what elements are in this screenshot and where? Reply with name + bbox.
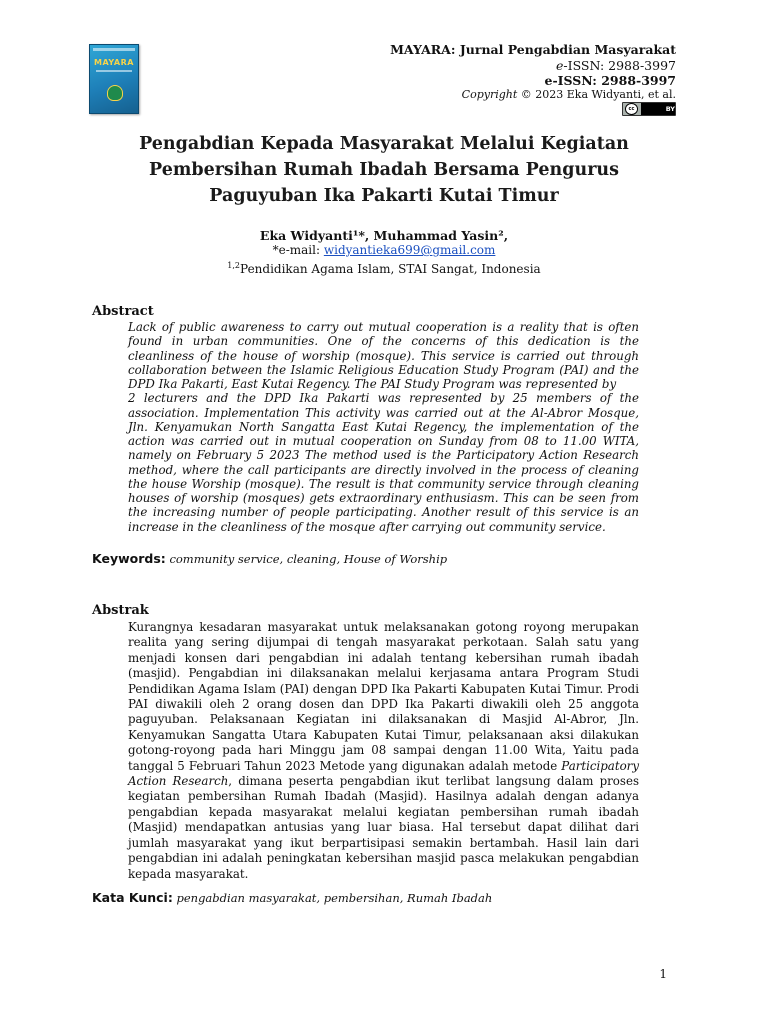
paper-title <box>92 131 676 209</box>
abstract-heading: Abstract <box>92 304 154 319</box>
page-number: 1 <box>659 967 667 981</box>
kata-kunci-value: pengabdian masyarakat, pembersihan, Rumah Ibadah <box>176 891 493 905</box>
title-line-2: Pembersihan Rumah Ibadah Bersama Pengurus <box>149 160 619 180</box>
kata-kunci-label: Kata Kunci: <box>92 890 173 905</box>
author-email-line <box>92 243 676 258</box>
cover-top-bar <box>93 48 135 51</box>
issn-line-bold: e-ISSN: 2988-3997 <box>544 73 676 88</box>
keywords-label: Keywords: <box>92 551 166 566</box>
abstract-paragraph-2: 2 lecturers and the DPD Ika Pakarti was represented by 25 members of the association. Implementation This activity was carried out at the Al-Abror Mosque, Jln. Kenyamukan North Sangatta East Kutai Regency, the implementation of the action was carried out in mutual cooperation on Sunday from 08 to 11.00 WITA, namely on February 5 2023 The method used is the Participatory Action Research method, where the call participants are directly involved in the process of cleaning the house Worship (mosque). The result is that community service through cleaning houses of worship (mosques) gets extraordinary enthusiasm. This can be seen from the increasing number of people participating. Another result of this service is an increase in the cleanliness of the mosque after carrying out community service. <box>128 391 639 534</box>
cover-title: MAYARA <box>94 58 134 67</box>
abstrak-text-a: Kurangnya kesadaran masyarakat untuk melaksanakan gotong royong merupakan realita yang sering dijumpai di tengah masyarakat perkotaan. Salah satu yang menjadi konsen dari pengabdian ini adalah tentang kebersihan rumah ibadah (masjid). Pengabdian ini dilaksanakan melalui kerjasama antara Program Studi Pendidikan Agama Islam (PAI) dengan DPD Ika Pakarti Kabupaten Kutai Timur. Prodi PAI diwakili oleh 2 orang dosen dan DPD Ika Pakarti diwakili oleh 25 anggota paguyuban. Pelaksanaan Kegiatan ini dilaksanakan di Masjid Al-Abror, Jln. Kenyamukan Sangatta Utara Kabupaten Kutai Timur, pelaksanaan aksi dilakukan gotong-royong pada hari Minggu jam 08 sampai dengan 11.00 Wita, Yaitu pada tanggal 5 Februari Tahun 2023 Metode yang digunakan adalah metode <box>128 620 639 773</box>
copyright-text: Copyright © 2023 Eka Widyanti, et al. <box>461 88 676 101</box>
keywords-value: community service, cleaning, House of Worship <box>169 552 448 566</box>
title-line-3: Paguyuban Ika Pakarti Kutai Timur <box>209 186 559 206</box>
cc-by-license-icon[interactable] <box>622 102 676 116</box>
kata-kunci-line <box>92 890 492 905</box>
cover-emblem-icon <box>107 85 123 101</box>
issn-line <box>390 58 676 73</box>
license-row <box>390 102 676 116</box>
affiliation-superscript: 1,2 <box>227 261 241 270</box>
journal-header <box>390 41 676 116</box>
journal-name: MAYARA: Jurnal Pengabdian Masyarakat <box>390 42 676 57</box>
cc-logo: cc <box>625 103 638 115</box>
copyright-row <box>390 88 676 102</box>
keywords-line <box>92 551 447 566</box>
affiliation-text: Pendidikan Agama Islam, STAI Sangat, Indonesia <box>240 262 541 276</box>
abstract-paragraph-1: Lack of public awareness to carry out mutual cooperation is a reality that is often found in urban communities. One of the concerns of this dedication is the cleanliness of the house of worship (mosque). This service is carried out through collaboration between the Islamic Religious Education Study Program (PAI) and the DPD Ika Pakarti, East Kutai Regency. The PAI Study Program was represented by <box>128 320 639 391</box>
email-label: *e-mail: <box>272 243 324 257</box>
author-names: Eka Widyanti¹*, Muhammad Yasin², <box>259 228 509 243</box>
journal-cover-image <box>89 44 139 114</box>
abstrak-body <box>128 620 639 882</box>
abstrak-text-b: , dimana peserta pengabdian ikut terlibat langsung dalam proses kegiatan pembersihan Rumah Ibadah (Masjid). Hasilnya adalah dengan adanya pengabdian kepada masyarakat melalui kegiatan pembersihan rumah ibadah (Masjid) mendapatkan antusias yang luar biasa. Hal tersebut dapat dilihat dari jumlah masyarakat yang ikut berpartisipasi semakin bertambah. Hasil lain dari pengabdian ini adalah peningkatan kebersihan masjid pasca melakukan pengabdian kepada masyarakat. <box>128 774 639 881</box>
abstrak-method-name: Participatory Action Research <box>128 758 639 789</box>
abstrak-heading: Abstrak <box>92 603 149 618</box>
issn-prefix: e <box>556 58 564 73</box>
title-line-1: Pengabdian Kepada Masyarakat Melalui Kegiatan <box>139 134 629 154</box>
cover-subtitle-bar <box>96 70 132 72</box>
author-block <box>92 228 676 277</box>
abstrak-paragraph <box>128 620 639 882</box>
abstract-body <box>128 320 639 534</box>
issn-rest: -ISSN: 2988-3997 <box>563 58 676 73</box>
affiliation-line <box>92 258 676 277</box>
email-link[interactable]: widyantieka699@gmail.com <box>323 243 496 257</box>
cc-by-label: BY <box>641 103 675 115</box>
